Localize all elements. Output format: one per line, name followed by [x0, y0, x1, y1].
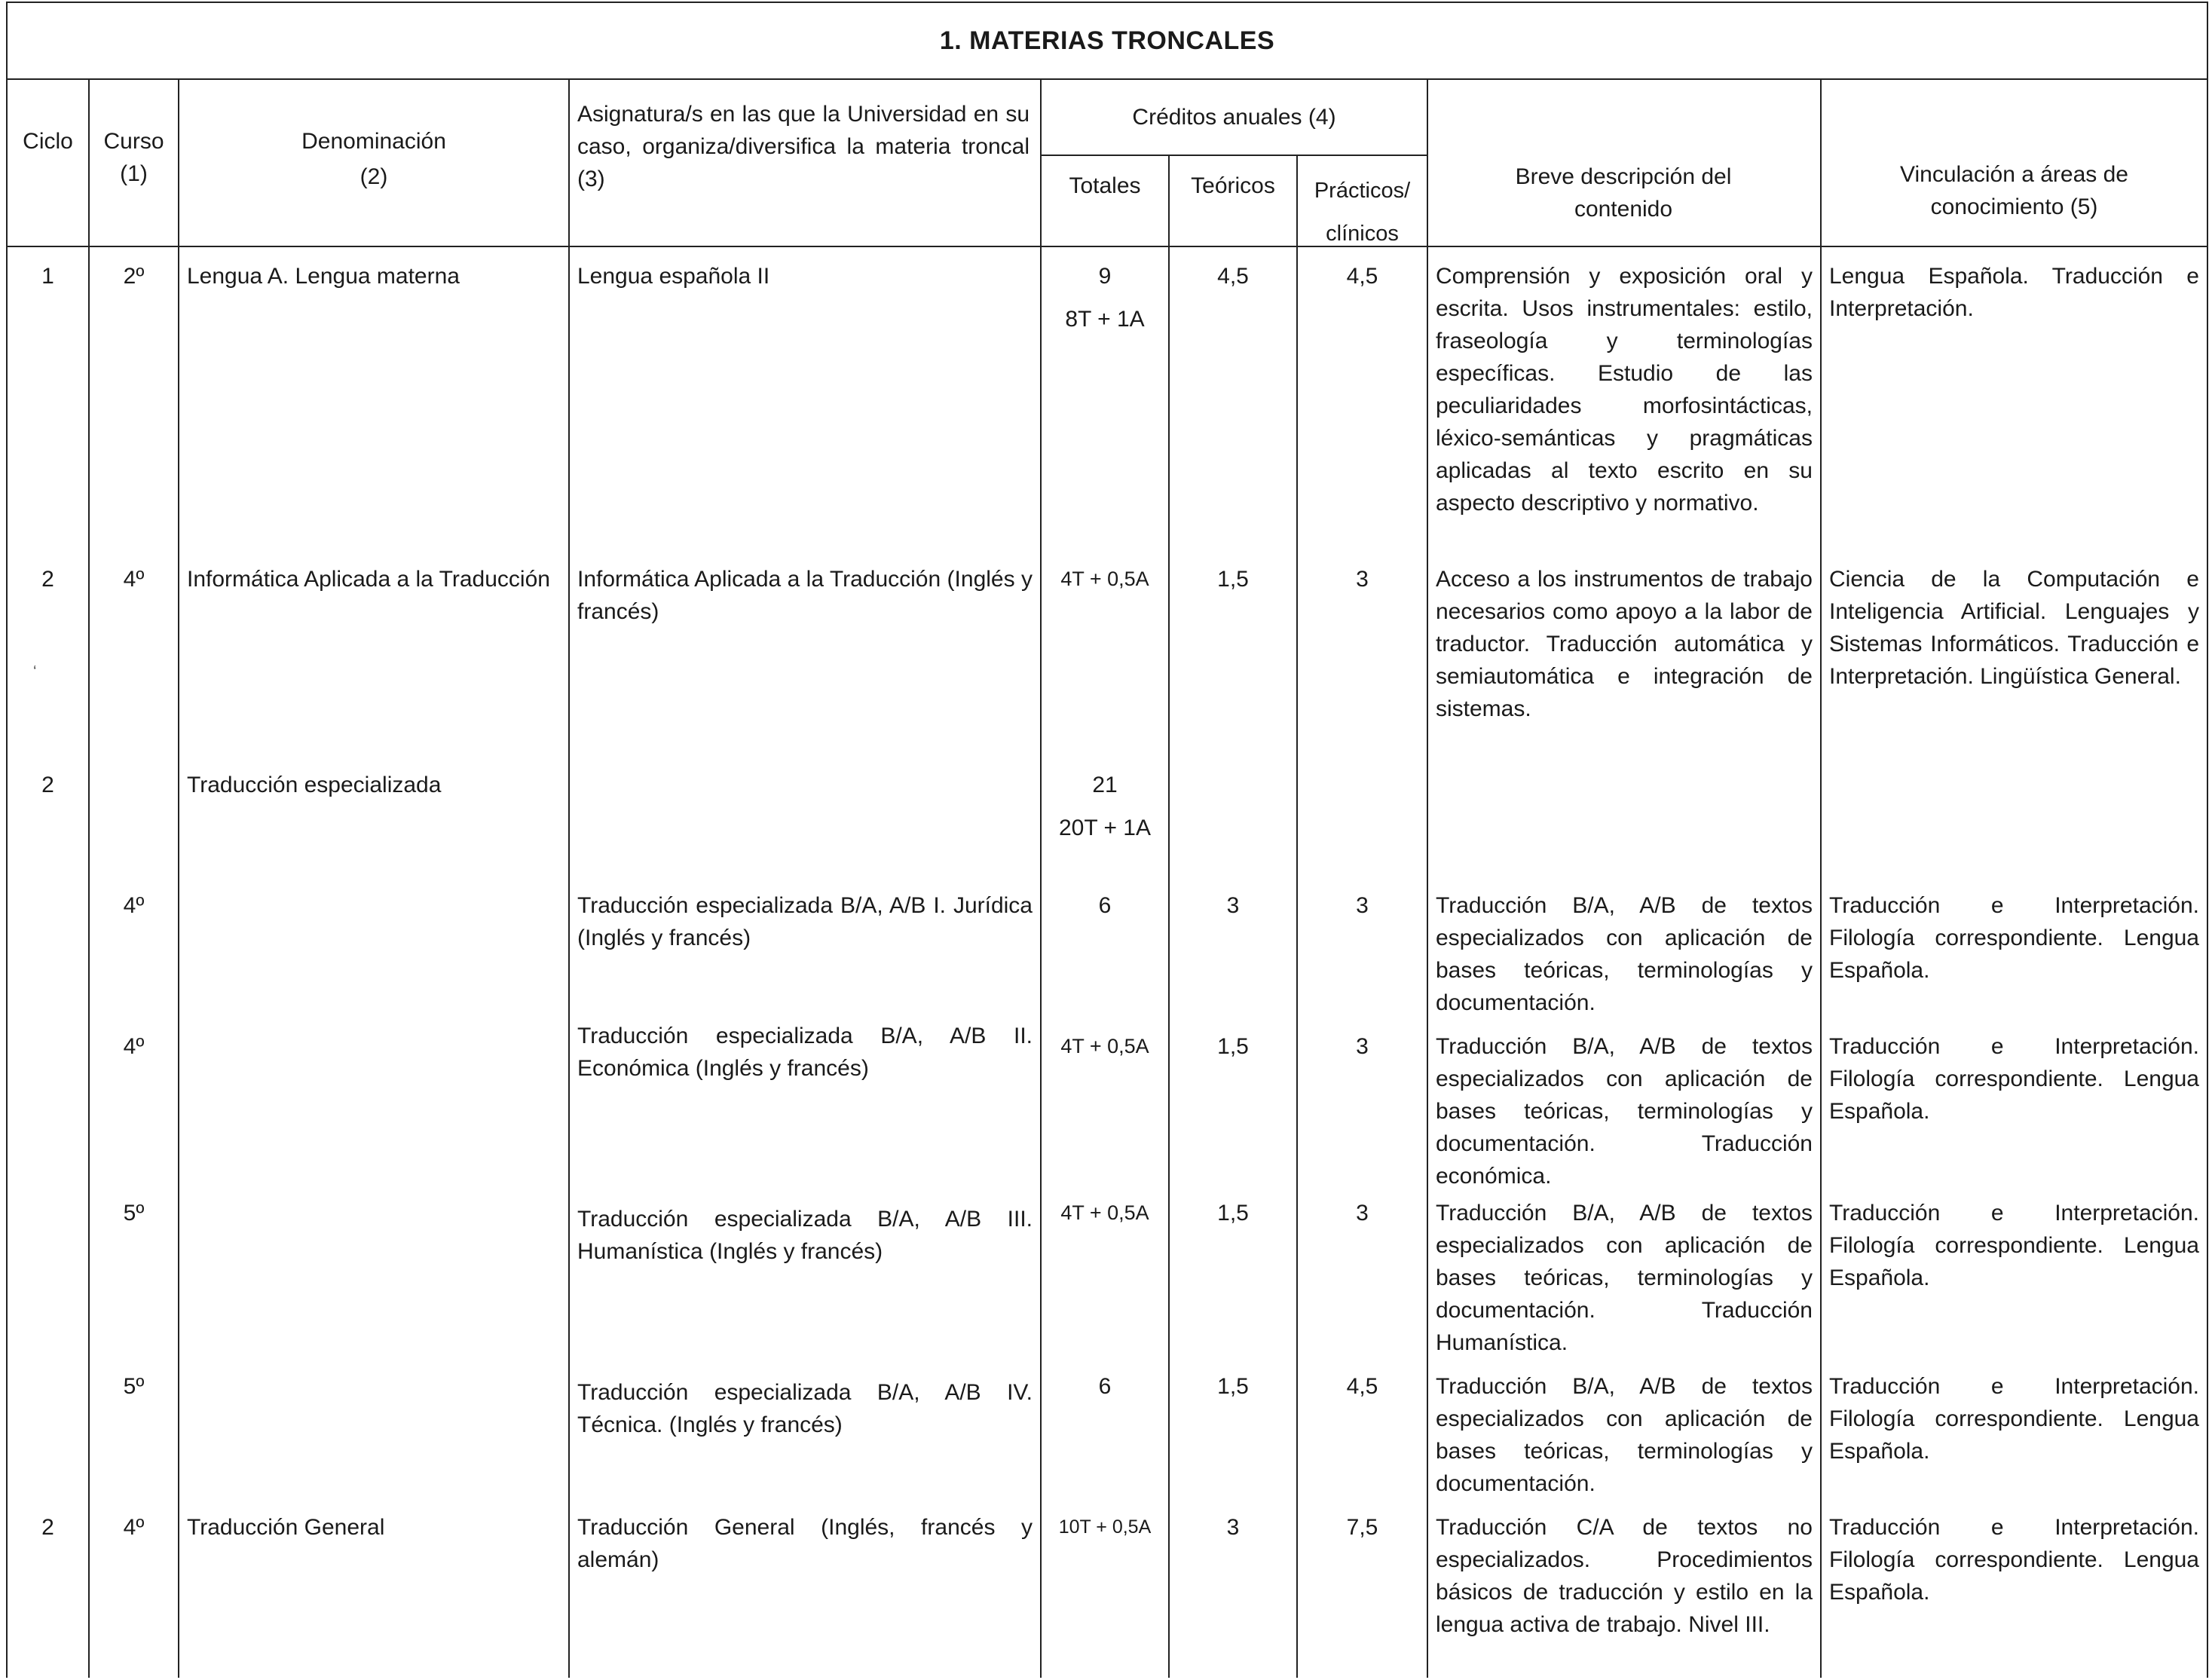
header-creditos: Créditos anuales (4): [1132, 105, 1336, 130]
cell-curso: 4º: [123, 1515, 145, 1540]
cell-teoricos: 1,5: [1217, 1201, 1249, 1226]
cell-denominacion: Traducción especializada: [187, 773, 442, 797]
cell-totales: 6: [1098, 893, 1112, 918]
cell-totales: 4T + 0,5A: [1060, 568, 1149, 590]
header-practicos: Prácticos/ clínicos: [1314, 179, 1411, 246]
cell-asignatura: Traducción especializada B/A, A/B II. Económica (Inglés y francés): [577, 1024, 1033, 1081]
cell-practicos: 3: [1356, 1034, 1369, 1059]
header-bottom-rule: [6, 246, 2208, 247]
cell-vinculacion: Traducción e Interpretación. Filología correspondiente. Lengua Española.: [1829, 1374, 2199, 1464]
cell-descripcion: Traducción B/A, A/B de textos especializados con aplicación de bases teóricas, terminologías y documentación. Traducción Humanística.: [1436, 1201, 1813, 1355]
cell-asignatura: Traducción General (Inglés, francés y alemán): [577, 1515, 1033, 1572]
header-denominacion: [179, 125, 568, 193]
cell-vinculacion: Traducción e Interpretación. Filología correspondiente. Lengua Española.: [1829, 893, 2199, 983]
cell-asignatura: Informática Aplicada a la Traducción (Inglés y francés): [577, 567, 1033, 624]
cell-descripcion: Comprensión y exposición oral y escrita. Usos instrumentales: estilo, fraseología y terminologías específicas. Estudio de las peculiaridades morfosintácticas, léxico-semánticas y pragmáticas aplicadas al texto escrito en su aspecto descriptivo y normativo.: [1436, 264, 1813, 516]
cell-asignatura: Traducción especializada B/A, A/B I. Jurídica (Inglés y francés): [577, 893, 1033, 950]
divider-ciclo-curso: [88, 78, 90, 1678]
cell-totales-detail: 20T + 1A: [1058, 816, 1152, 840]
cell-asignatura: Traducción especializada B/A, A/B III. Humanística (Inglés y francés): [577, 1207, 1033, 1264]
cell-vinculacion: Traducción e Interpretación. Filología correspondiente. Lengua Española.: [1829, 1201, 2199, 1290]
cell-curso: 5º: [123, 1374, 145, 1399]
scan-mark: ‘: [33, 663, 37, 680]
cell-practicos: 3: [1356, 567, 1369, 592]
cell-asignatura: Lengua española II: [577, 264, 770, 289]
header-teoricos: Teóricos: [1191, 173, 1275, 198]
cell-practicos: 7,5: [1346, 1515, 1378, 1540]
cell-teoricos: 3: [1226, 893, 1240, 918]
cell-vinculacion: Ciencia de la Computación e Inteligencia Artificial. Lenguajes y Sistemas Informáticos. Traducción e Interpretación. Lingüística General.: [1829, 567, 2199, 689]
cell-totales-value: 9: [1098, 264, 1112, 289]
cell-teoricos: 4,5: [1217, 264, 1249, 289]
header-curso-label: Curso: [103, 129, 164, 154]
header-ciclo: Ciclo: [23, 129, 73, 154]
cell-totales: [1042, 763, 1168, 849]
cell-vinculacion: Traducción e Interpretación. Filología correspondiente. Lengua Española.: [1829, 1515, 2199, 1605]
cell-totales-value: 21: [1092, 773, 1118, 797]
cell-ciclo: 1: [41, 264, 54, 289]
cell-practicos: 3: [1356, 1201, 1369, 1226]
cell-curso: 4º: [123, 1034, 145, 1059]
cell-descripcion: Traducción B/A, A/B de textos especializados con aplicación de bases teóricas, terminologías y documentación.: [1436, 1374, 1813, 1496]
cell-totales-detail: 8T + 1A: [1065, 307, 1145, 332]
cell-teoricos: 1,5: [1217, 1374, 1249, 1399]
cell-denominacion: Informática Aplicada a la Traducción: [187, 567, 550, 592]
cell-denominacion: Lengua A. Lengua materna: [187, 264, 460, 289]
cell-practicos: 3: [1356, 893, 1369, 918]
cell-totales: [1042, 255, 1168, 341]
header-denominacion-label: Denominación: [301, 129, 446, 154]
header-vinculacion: Vinculación a áreas de conocimiento (5): [1900, 162, 2128, 219]
cell-ciclo: 2: [41, 567, 54, 592]
cell-curso: 4º: [123, 567, 145, 592]
header-denominacion-note: (2): [359, 164, 388, 189]
border-left: [6, 78, 8, 1678]
cell-ciclo: 2: [41, 1515, 54, 1540]
cell-vinculacion: Traducción e Interpretación. Filología correspondiente. Lengua Española.: [1829, 1034, 2199, 1124]
cell-vinculacion: Lengua Española. Traducción e Interpretación.: [1829, 264, 2199, 321]
header-asignatura: Asignatura/s en las que la Universidad en su caso, organiza/diversifica la materia troncal (3): [577, 102, 1030, 191]
cell-practicos: 4,5: [1346, 1374, 1378, 1399]
cell-teoricos: 1,5: [1217, 1034, 1249, 1059]
border-right: [2207, 78, 2208, 1678]
cell-curso: 4º: [123, 893, 145, 918]
cell-teoricos: 1,5: [1217, 567, 1249, 592]
header-totales: Totales: [1069, 173, 1141, 198]
cell-curso: 5º: [123, 1201, 145, 1226]
cell-teoricos: 3: [1226, 1515, 1240, 1540]
cell-ciclo: 2: [41, 773, 54, 797]
cell-totales: 10T + 0,5A: [1058, 1516, 1152, 1538]
cell-practicos: 4,5: [1346, 264, 1378, 289]
header-curso-note: (1): [120, 161, 148, 186]
cell-totales: 4T + 0,5A: [1060, 1201, 1149, 1224]
header-descripcion: Breve descripción del contenido: [1515, 164, 1732, 222]
cell-descripcion: Acceso a los instrumentos de trabajo necesarios como apoyo a la labor de traductor. Traducción automática y semiautomática e integración de sistemas.: [1436, 567, 1813, 721]
header-curso: [90, 125, 178, 190]
cell-asignatura: Traducción especializada B/A, A/B IV. Técnica. (Inglés y francés): [577, 1380, 1033, 1437]
cell-curso: 2º: [123, 264, 145, 289]
cell-denominacion: Traducción General: [187, 1515, 385, 1540]
cell-totales: 4T + 0,5A: [1060, 1035, 1149, 1057]
cell-descripcion: Traducción B/A, A/B de textos especializados con aplicación de bases teóricas, terminologías y documentación.: [1436, 893, 1813, 1015]
divider-curso-denominacion: [178, 78, 179, 1678]
cell-totales: 6: [1098, 1374, 1112, 1399]
creditos-header-divider: [1040, 155, 1427, 156]
cell-descripcion: Traducción B/A, A/B de textos especializados con aplicación de bases teóricas, terminologías y documentación. Traducción económica.: [1436, 1034, 1813, 1189]
table-title: 1. MATERIAS TRONCALES: [6, 2, 2208, 80]
cell-descripcion: Traducción C/A de textos no especializados. Procedimientos básicos de traducción y estilo en la lengua activa de trabajo. Nivel III.: [1436, 1515, 1813, 1637]
